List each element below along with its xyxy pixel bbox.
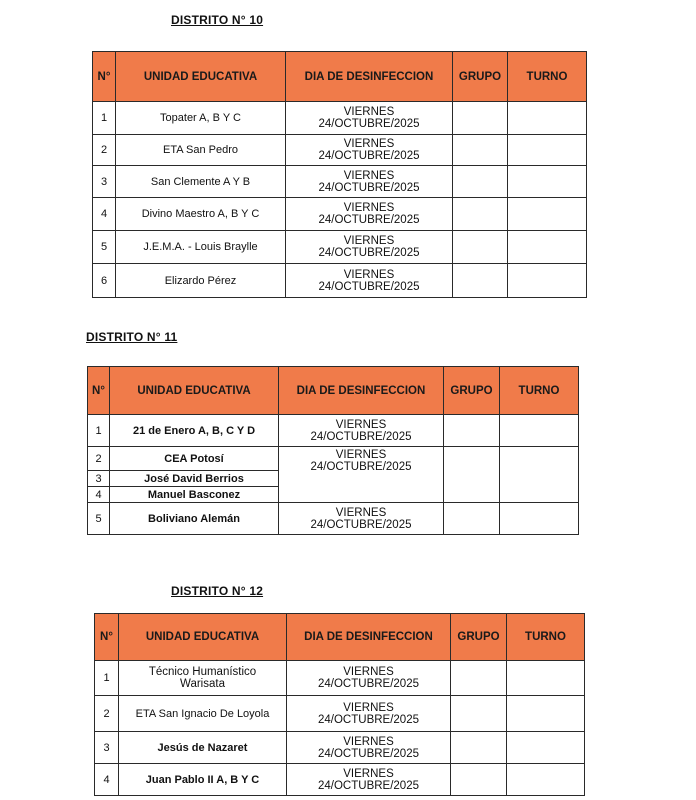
grupo-cell [453,166,508,198]
distrito-12-table [94,613,585,796]
table-row [95,732,585,764]
table-row [88,447,579,471]
turno-cell [507,696,585,732]
header-dia: DIA DE DESINFECCION [286,52,453,102]
distrito-11-title: DISTRITO N° 11 [86,330,178,344]
dia-date: 24/OCTUBRE/2025 [318,747,419,760]
turno-cell [507,661,585,696]
grupo-cell [451,764,507,796]
grupo-cell [453,264,508,298]
dia-weekday: VIERNES [343,701,394,714]
header-unidad: UNIDAD EDUCATIVA [116,52,286,102]
dia-desinfeccion [287,732,451,764]
dia-desinfeccion [287,661,451,696]
header-grupo: GRUPO [451,614,507,661]
dia-desinfeccion [286,264,453,298]
unidad-educativa: Manuel Basconez [110,487,279,503]
row-number: 4 [95,764,119,796]
unidad-educativa: 21 de Enero A, B, C Y D [110,415,279,447]
row-number: 1 [93,102,116,135]
turno-cell [507,764,585,796]
dia-date: 24/OCTUBRE/2025 [318,181,420,194]
dia-weekday: VIERNES [343,235,395,247]
unidad-educativa: Juan Pablo II A, B Y C [119,764,287,796]
grupo-cell [451,661,507,696]
table-row [95,661,585,696]
header-dia: DIA DE DESINFECCION [279,367,444,415]
dia-desinfeccion [286,198,453,231]
distrito-10-title: DISTRITO N° 10 [171,13,264,27]
dia-date: 24/OCTUBRE/2025 [318,150,420,162]
dia-desinfeccion [286,135,453,166]
unidad-educativa: José David Berrios [110,471,279,487]
dia-desinfeccion [286,166,453,198]
dia-weekday: VIERNES [343,106,395,118]
unidad-educativa: Elizardo Pérez [116,264,286,298]
distrito-10-table [92,51,587,298]
dia-weekday: VIERNES [343,268,395,281]
unidad-educativa: ETA San Pedro [116,135,286,166]
grupo-cell [453,135,508,166]
table-row [93,102,587,135]
dia-date: 24/OCTUBRE/2025 [318,118,420,130]
grupo-cell [444,415,500,447]
unidad-educativa: Boliviano Alemán [110,503,279,535]
row-number: 2 [93,135,116,166]
dia-desinfeccion [279,447,444,503]
dia-date: 24/OCTUBRE/2025 [318,280,420,293]
dia-weekday: VIERNES [343,735,394,748]
dia-date: 24/OCTUBRE/2025 [310,430,412,443]
grupo-cell [444,447,500,503]
row-number: 3 [88,471,110,487]
unidad-educativa: San Clemente A Y B [116,166,286,198]
table-row [93,231,587,264]
dia-weekday: VIERNES [335,506,387,519]
grupo-cell [453,102,508,135]
dia-weekday: VIERNES [343,169,395,182]
turno-cell [508,102,587,135]
row-number: 2 [95,696,119,732]
table-header-row [88,367,579,415]
row-number: 4 [88,487,110,503]
distrito-11-table [87,366,579,535]
header-n: N° [95,614,119,661]
header-turno: TURNO [508,52,587,102]
header-grupo: GRUPO [444,367,500,415]
unidad-educativa [119,661,287,696]
turno-cell [507,732,585,764]
row-number: 1 [95,661,119,696]
dia-date: 24/OCTUBRE/2025 [318,214,420,226]
table-header-row [95,614,585,661]
header-n: N° [88,367,110,415]
dia-date: 24/OCTUBRE/2025 [318,779,419,792]
row-number: 2 [88,447,110,471]
dia-weekday: VIERNES [335,418,387,431]
grupo-cell [453,198,508,231]
unidad-educativa: Topater A, B Y C [116,102,286,135]
table-row [93,135,587,166]
dia-weekday: VIERNES [335,449,387,461]
grupo-cell [451,732,507,764]
table-row [93,264,587,298]
header-dia: DIA DE DESINFECCION [287,614,451,661]
dia-desinfeccion [286,231,453,264]
dia-desinfeccion [287,764,451,796]
turno-cell [508,135,587,166]
row-number: 3 [95,732,119,764]
dia-weekday: VIERNES [343,666,394,678]
grupo-cell [444,503,500,535]
unidad-educativa: Jesús de Nazaret [119,732,287,764]
grupo-cell [453,231,508,264]
grupo-cell [451,696,507,732]
table-row [95,764,585,796]
dia-weekday: VIERNES [343,138,395,150]
unidad-educativa: Divino Maestro A, B Y C [116,198,286,231]
table-row [88,503,579,535]
turno-cell [508,198,587,231]
turno-cell [500,415,579,447]
row-number: 3 [93,166,116,198]
table-row [93,166,587,198]
table-row [88,415,579,447]
table-header-row [93,52,587,102]
row-number: 5 [93,231,116,264]
row-number: 6 [93,264,116,298]
unidad-line-2: Warisata [180,678,225,690]
header-turno: TURNO [507,614,585,661]
dia-date: 24/OCTUBRE/2025 [310,518,412,531]
distrito-12-title: DISTRITO N° 12 [171,584,264,598]
dia-date: 24/OCTUBRE/2025 [318,713,419,726]
header-unidad: UNIDAD EDUCATIVA [119,614,287,661]
turno-cell [508,166,587,198]
unidad-educativa: J.E.M.A. - Louis Braylle [116,231,286,264]
dia-weekday: VIERNES [343,767,394,780]
dia-desinfeccion [279,415,444,447]
row-number: 4 [93,198,116,231]
unidad-line-1: Técnico Humanístico [148,666,257,678]
dia-date: 24/OCTUBRE/2025 [318,678,419,690]
table-row [93,198,587,231]
table-row [95,696,585,732]
header-grupo: GRUPO [453,52,508,102]
dia-desinfeccion [279,503,444,535]
header-n: N° [93,52,116,102]
dia-weekday: VIERNES [343,202,395,214]
row-number: 5 [88,503,110,535]
unidad-educativa: ETA San Ignacio De Loyola [119,696,287,732]
header-unidad: UNIDAD EDUCATIVA [110,367,279,415]
turno-cell [500,447,579,503]
header-turno: TURNO [500,367,579,415]
dia-date: 24/OCTUBRE/2025 [310,461,412,473]
dia-desinfeccion [286,102,453,135]
turno-cell [508,264,587,298]
unidad-educativa: CEA Potosí [110,447,279,471]
turno-cell [500,503,579,535]
dia-date: 24/OCTUBRE/2025 [318,247,420,259]
dia-desinfeccion [287,696,451,732]
row-number: 1 [88,415,110,447]
turno-cell [508,231,587,264]
